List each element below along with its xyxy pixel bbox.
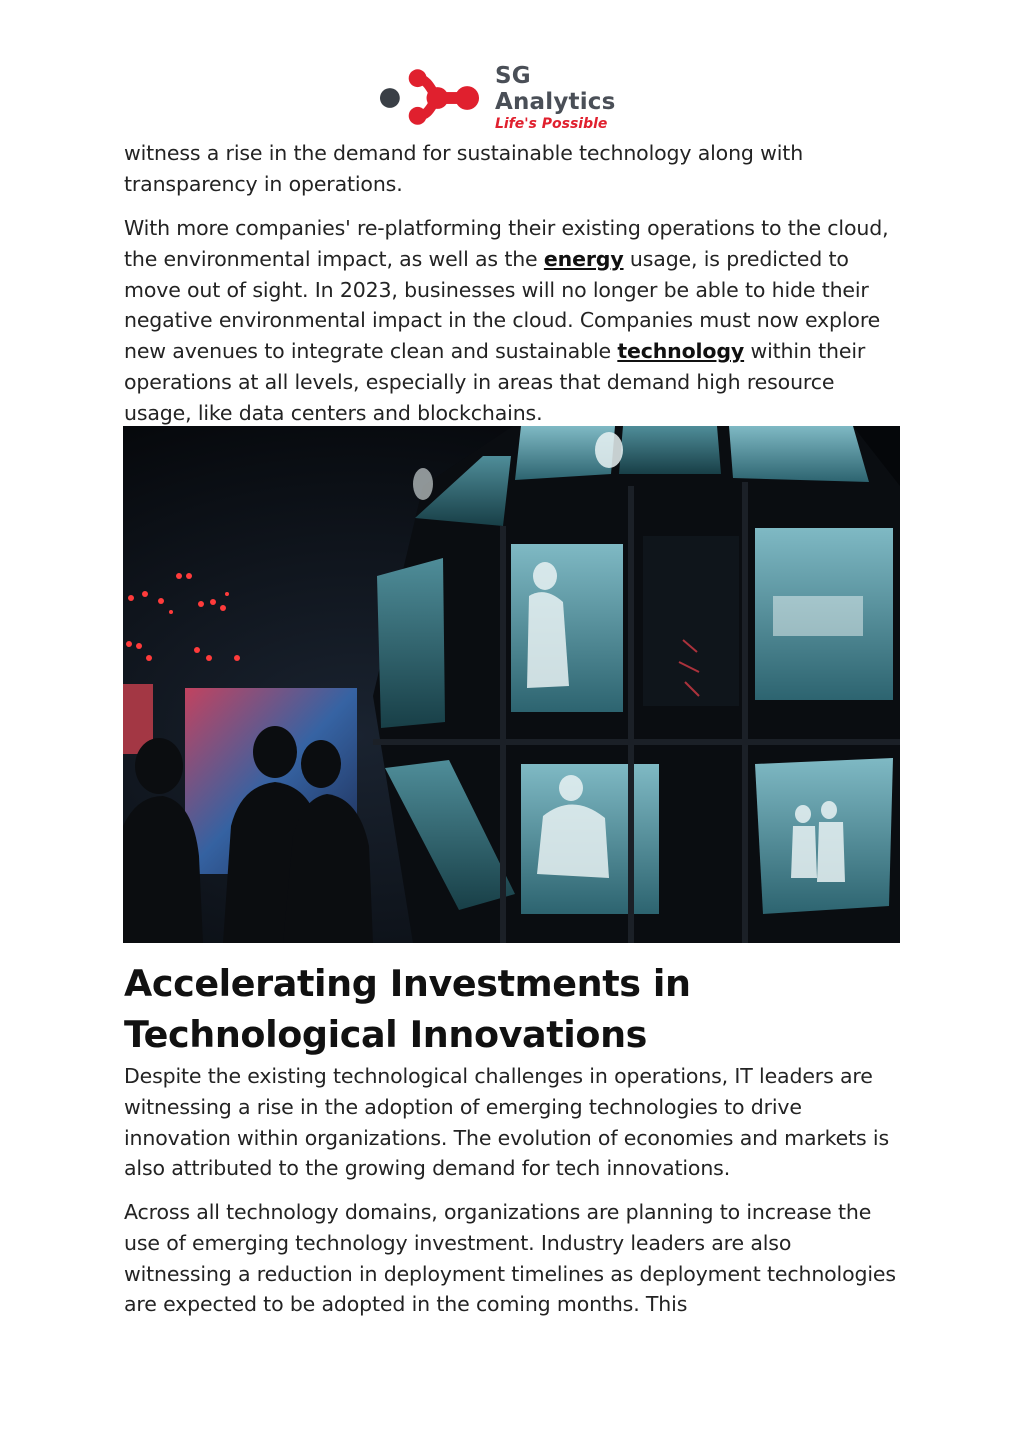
- paragraph-sustainability: witness a rise in the demand for sustainable technology along with transparency in operations.: [124, 141, 804, 196]
- energy-link[interactable]: energy: [543, 246, 624, 271]
- paragraph-cloud: [124, 213, 900, 429]
- logo-mark-icon: [378, 66, 489, 130]
- paragraph-cloud-text-3: within their operations at all levels, especially in areas that demand high resource usage, like data centers and blockchains.: [124, 339, 866, 425]
- logo-tagline: Life's Possible: [494, 116, 608, 132]
- article-photo: [123, 426, 900, 943]
- section-heading: Accelerating Investments in Technological Innovations: [124, 962, 691, 1056]
- technology-link[interactable]: technology: [617, 339, 745, 364]
- logo-name: SG Analytics: [494, 63, 616, 115]
- brand-logo: [378, 63, 658, 132]
- paragraph-adoption: Despite the existing technological challenges in operations, IT leaders are witnessing a rise in the adoption of emerging technologies to drive innovation within organizations. The evolution of economies and markets is also attributed to the growing demand for tech innovations.: [124, 1064, 889, 1181]
- paragraph-cloud-text-1: With more companies' re-platforming their existing operations to the cloud, the environmental impact, as well as the: [124, 216, 889, 271]
- paragraph-investment: Across all technology domains, organizations are planning to increase the use of emerging technology investment. Industry leaders are also witnessing a reduction in deployment timelines as deployment technologies are expected to be adopted in the coming months. This: [124, 1200, 896, 1317]
- paragraph-cloud-text-2: usage, is predicted to move out of sight. In 2023, businesses will no longer be able to hide their negative environmental impact in the cloud. Companies must now explore new avenues to integrate clean and sustainable: [124, 246, 881, 364]
- screens-sphere-illustration: [123, 426, 900, 943]
